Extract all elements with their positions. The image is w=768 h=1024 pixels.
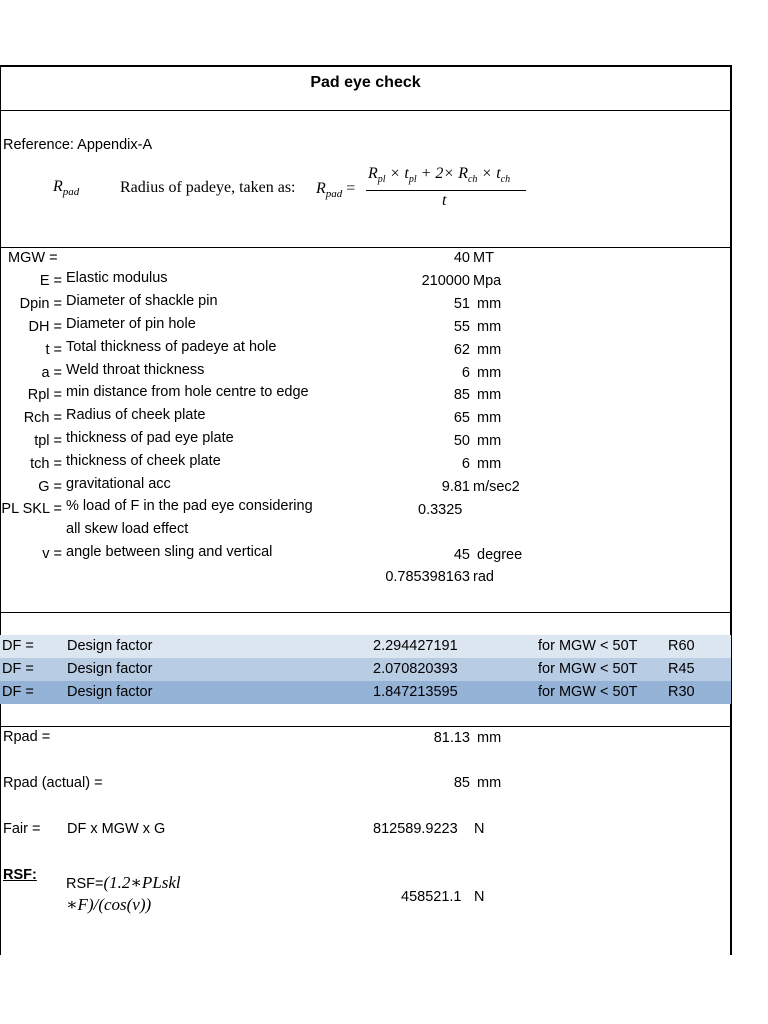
input-description: % load of F in the pad eye considering — [66, 498, 313, 514]
input-symbol: DH = — [28, 319, 62, 335]
input-value: 55 — [453, 319, 470, 335]
input-value: 6 — [461, 365, 470, 381]
border-title-bottom — [0, 110, 732, 111]
rpad-value: 81.13 — [433, 730, 470, 746]
df-description: Design factor — [67, 661, 153, 677]
df-tag: R45 — [668, 661, 695, 677]
formula-fraction-bar — [366, 190, 526, 191]
rpad-unit: mm — [477, 730, 502, 746]
formula-lhs: $R_{pad}$ = — [316, 180, 356, 201]
input-symbol: G = — [38, 479, 62, 495]
df-value: 2.294427191 — [373, 638, 458, 654]
df-label: DF = — [2, 661, 34, 677]
formula-numerator: $R_{pl} \times t_{pl} + 2\times R_{ch} \times t_{ch}$ — [368, 165, 511, 186]
input-unit: mm — [477, 456, 502, 472]
input-value: 210000 — [421, 273, 470, 289]
rsf-formula: RSF=(1.2∗PLskl — [66, 873, 181, 892]
input-description: Elastic modulus — [66, 270, 168, 286]
input-description: min distance from hole centre to edge — [66, 384, 309, 400]
input-unit-rad: rad — [473, 569, 494, 585]
input-description-line2: all skew load effect — [66, 521, 189, 537]
df-label: DF = — [2, 638, 34, 654]
df-condition: for MGW < 50T — [538, 638, 638, 654]
input-unit: m/sec2 — [473, 479, 520, 495]
df-value: 2.070820393 — [373, 661, 458, 677]
input-description: thickness of cheek plate — [66, 453, 221, 469]
fair-label: Fair = — [3, 821, 41, 837]
input-unit: mm — [477, 365, 502, 381]
input-value: 50 — [453, 433, 470, 449]
formula-description: Radius of padeye, taken as: — [120, 179, 296, 196]
input-value: 0.3325 — [418, 502, 463, 518]
input-value: 62 — [453, 342, 470, 358]
input-symbol: PL SKL = — [1, 501, 62, 517]
input-symbol: tpl = — [34, 433, 62, 449]
input-value: 9.81 — [441, 479, 470, 495]
input-value: 51 — [453, 296, 470, 312]
df-condition: for MGW < 50T — [538, 684, 638, 700]
input-symbol: v = — [42, 546, 62, 562]
formula-symbol: $R_{pad}$ — [53, 178, 80, 199]
input-description: Weld throat thickness — [66, 362, 205, 378]
rsf-unit: N — [474, 889, 485, 905]
input-symbol: Dpin = — [19, 296, 62, 312]
input-unit: Mpa — [473, 273, 502, 289]
df-value: 1.847213595 — [373, 684, 458, 700]
rpad-actual-value: 85 — [453, 775, 470, 791]
df-label: DF = — [2, 684, 34, 700]
border-results-top — [0, 726, 732, 727]
border-inputs-bottom — [0, 612, 732, 613]
df-tag: R30 — [668, 684, 695, 700]
rsf-label: RSF: — [3, 867, 37, 883]
input-symbol: tch = — [30, 456, 62, 472]
input-description: Total thickness of padeye at hole — [66, 339, 277, 355]
input-description: Diameter of shackle pin — [66, 293, 218, 309]
input-description: gravitational acc — [66, 476, 171, 492]
page-title: Pad eye check — [310, 74, 421, 91]
input-unit: degree — [477, 547, 523, 563]
design-factor-row — [0, 635, 731, 658]
input-value: 6 — [461, 456, 470, 472]
rpad-actual-unit: mm — [477, 775, 502, 791]
input-description: Radius of cheek plate — [66, 407, 206, 423]
border-inputs-top — [0, 247, 732, 248]
input-symbol: Rpl = — [27, 387, 62, 403]
rpad-label: Rpad = — [3, 729, 51, 745]
input-value: 85 — [453, 387, 470, 403]
df-condition: for MGW < 50T — [538, 661, 638, 677]
input-symbol: E = — [39, 273, 62, 289]
formula-denominator: t — [442, 192, 447, 209]
df-description: Design factor — [67, 684, 153, 700]
input-symbol: MGW = — [8, 250, 58, 266]
input-value-rad: 0.785398163 — [385, 569, 470, 585]
input-description: thickness of pad eye plate — [66, 430, 234, 446]
input-description: angle between sling and vertical — [66, 544, 273, 560]
input-unit: mm — [477, 433, 502, 449]
input-symbol: Rch = — [23, 410, 62, 426]
fair-formula: DF x MGW x G — [67, 821, 166, 837]
fair-unit: N — [474, 821, 485, 837]
input-unit: MT — [473, 250, 494, 266]
input-description: Diameter of pin hole — [66, 316, 196, 332]
input-symbol: t = — [45, 342, 62, 358]
input-symbol: a = — [41, 365, 62, 381]
rsf-value: 458521.1 — [401, 889, 462, 905]
border-right — [730, 65, 732, 955]
input-unit: mm — [477, 410, 502, 426]
rsf-formula-line2: ∗F)/(cos(v)) — [66, 895, 152, 914]
design-factor-row — [0, 681, 731, 704]
df-description: Design factor — [67, 638, 153, 654]
rpad-actual-label: Rpad (actual) = — [3, 775, 103, 791]
input-unit: mm — [477, 319, 502, 335]
design-factor-row — [0, 658, 731, 681]
reference-text: Reference: Appendix-A — [3, 137, 153, 153]
input-unit: mm — [477, 342, 502, 358]
input-unit: mm — [477, 296, 502, 312]
border-top — [0, 65, 732, 67]
fair-value: 812589.9223 — [373, 821, 458, 837]
df-tag: R60 — [668, 638, 695, 654]
input-value: 45 — [453, 547, 470, 563]
input-value: 65 — [453, 410, 470, 426]
input-unit: mm — [477, 387, 502, 403]
input-value: 40 — [453, 250, 470, 266]
